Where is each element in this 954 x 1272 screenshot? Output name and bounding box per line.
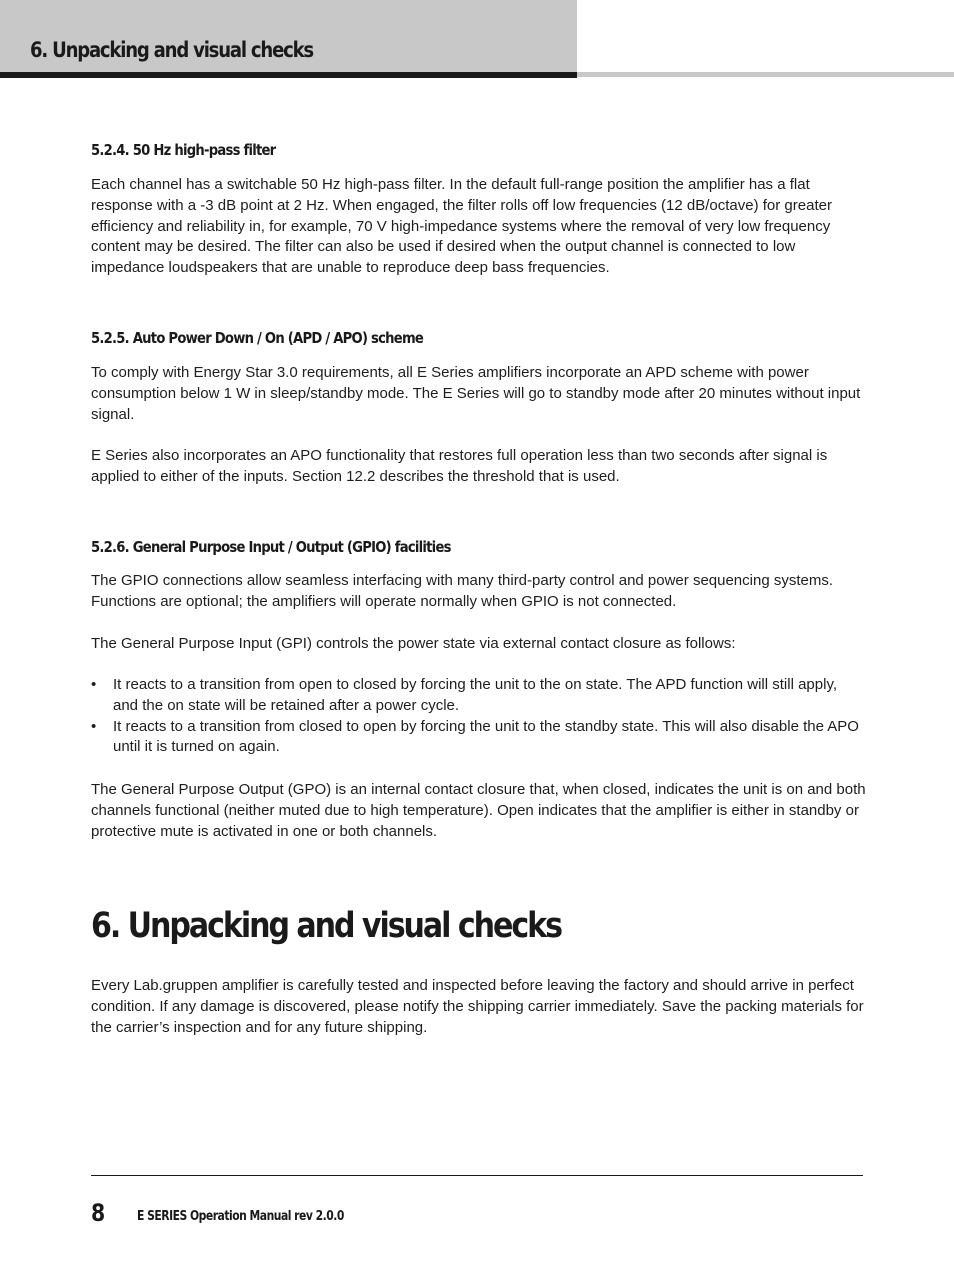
section-5-2-6-paragraph-1: The GPIO connections allow seamless interfacing with many third-party control and power sequencing systems. Functions are optional; the amplifiers will operate normally when GPIO is not connected. [91,572,834,610]
chapter-6-paragraph: Every Lab.gruppen amplifier is carefully tested and inspected before leaving the factory and should arrive in perfect condition. If any damage is discovered, please notify the shipping carrier immediately. Save the packing materials for the carrier’s inspection and for any future shipping. [91,977,864,1036]
section-heading-5-2-5: 5.2.5. Auto Power Down / On (APD / APO) scheme [91,329,424,347]
gpi-bullet-list [91,675,866,758]
running-header-title: 6. Unpacking and visual checks [30,38,313,62]
list-item [91,717,866,759]
section-heading-5-2-4: 5.2.4. 50 Hz high-pass filter [91,141,276,159]
list-item-text: It reacts to a transition from open to closed by forcing the unit to the on state. The APD function will still apply, and the on state will be retained after a power cycle. [113,676,837,714]
section-5-2-5-paragraph-2: E Series also incorporates an APO functionality that restores full operation less than two seconds after signal is applied to either of the inputs. Section 12.2 describes the threshold that is used. [91,447,828,485]
footer-rule [91,1175,863,1176]
header-rule-light [577,72,954,77]
page-number: 8 [91,1199,106,1227]
section-5-2-6-paragraph-2: The General Purpose Input (GPI) controls the power state via external contact closure as follows: [91,635,736,652]
list-item-text: It reacts to a transition from closed to open by forcing the unit to the standby state. This will also disable the APO until it is turned on again. [113,717,859,756]
section-5-2-6-paragraph-3: The General Purpose Output (GPO) is an internal contact closure that, when closed, indicates the unit is on and both channels functional (neither muted due to high temperature). Open indicates that the amplifier is either in standby or protective mute is activated in one or both channels. [91,781,866,840]
footer-manual-title: E SERIES Operation Manual rev 2.0.0 [137,1209,344,1224]
section-heading-5-2-6: 5.2.6. General Purpose Input / Output (GPIO) facilities [91,538,451,556]
bullet-icon: • [91,717,97,735]
header-rule-dark [0,72,577,78]
section-5-2-5-paragraph-1: To comply with Energy Star 3.0 requirements, all E Series amplifiers incorporate an APD scheme with power consumption below 1 W in sleep/standby mode. The E Series will go to standby mode after 20 minutes without input signal. [91,364,861,423]
section-5-2-4-paragraph: Each channel has a switchable 50 Hz high-pass filter. In the default full-range position the amplifier has a flat response with a -3 dB point at 2 Hz. When engaged, the filter rolls off low frequencies (12 dB/octave) for greater efficiency and reliability in, for example, 70 V high-impedance systems where the removal of very low frequency content may be desired. The filter can also be used if desired when the output channel is connected to low impedance loudspeakers that are unable to reproduce deep bass frequencies. [91,176,832,277]
list-item [91,675,866,717]
bullet-icon: • [91,676,97,693]
chapter-title: 6. Unpacking and visual checks [91,906,561,946]
